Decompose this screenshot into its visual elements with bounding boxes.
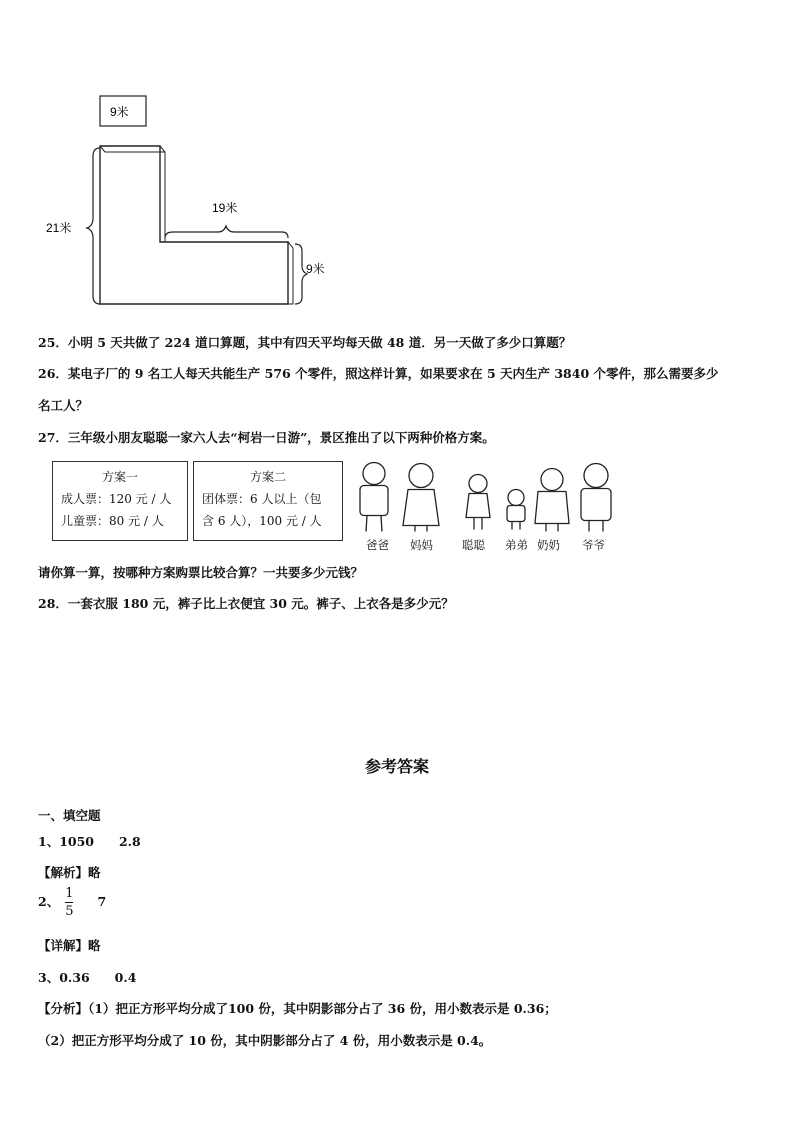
inner-width-label: 19米 bbox=[212, 201, 238, 215]
answer-3-note2: （2）把正方形平均分成了 10 份，其中阴影部分占了 4 份，用小数表示是 0.4。 bbox=[38, 1033, 492, 1048]
answer-3-note1: 【分析】（1）把正方形平均分成了100 份，其中阴影部分占了 36 份，用小数表示是 0.36； bbox=[38, 1001, 557, 1016]
right-height-label: 9米 bbox=[306, 262, 325, 276]
fraction-denominator: 5 bbox=[65, 904, 74, 919]
l-shape-edge bbox=[100, 146, 293, 304]
label-grandpa: 爷爷 bbox=[582, 538, 605, 552]
label-dad: 爸爸 bbox=[366, 538, 389, 552]
label-congcong: 聪聪 bbox=[462, 538, 485, 552]
dad-figure bbox=[360, 463, 388, 532]
mom-figure bbox=[403, 464, 439, 532]
plan-one-adult: 成人票：120 元 / 人 bbox=[61, 492, 172, 506]
label-brother: 弟弟 bbox=[505, 538, 528, 552]
l-shape-outline bbox=[100, 146, 288, 304]
grandpa-figure bbox=[581, 464, 611, 532]
question-28: 28．一套衣服 180 元，裤子比上衣便宜 30 元。裤子、上衣各是多少元？ bbox=[38, 596, 454, 611]
answer-2 bbox=[38, 886, 106, 919]
question-27: 27．三年级小朋友聪聪一家六人去“柯岩一日游”，景区推出了以下两种价格方案。 bbox=[38, 430, 495, 445]
fraction-numerator: 1 bbox=[65, 886, 74, 901]
section-fill-blank: 一、填空题 bbox=[38, 808, 101, 823]
left-height-label: 21米 bbox=[46, 221, 72, 235]
plan-two-line2: 含 6 人），100 元 / 人 bbox=[202, 514, 322, 528]
answer-3: 3、0.36 0.4 bbox=[38, 970, 137, 985]
question-26-line2: 名工人？ bbox=[38, 398, 89, 413]
answers-title: 参考答案 bbox=[364, 757, 429, 776]
question-25: 25．小明 5 天共做了 224 道口算题，其中有四天平均每天做 48 道．另一天做了多少口算题？ bbox=[38, 335, 572, 350]
label-grandma: 奶奶 bbox=[537, 538, 560, 552]
plan-one-child: 儿童票：80 元 / 人 bbox=[61, 514, 164, 528]
answer-2-prefix: 2、 bbox=[38, 894, 60, 909]
question-27-follow: 请你算一算，按哪种方案购票比较合算？一共要多少元钱？ bbox=[38, 565, 364, 580]
grandma-figure bbox=[535, 469, 569, 532]
inner-width-brace bbox=[165, 226, 288, 238]
question-26-line1: 26．某电子厂的 9 名工人每天共能生产 576 个零件，照这样计算，如果要求在 5 天内生产 3840 个零件，那么需要多少 bbox=[38, 366, 719, 381]
answer-2-fraction bbox=[65, 886, 73, 919]
top-width-label: 9米 bbox=[110, 105, 129, 119]
congcong-figure bbox=[466, 475, 490, 530]
plan-two-title: 方案二 bbox=[249, 470, 286, 484]
plan-two-box bbox=[193, 461, 343, 541]
l-shape-figure bbox=[38, 88, 308, 313]
left-height-brace bbox=[87, 148, 100, 304]
brother-figure bbox=[507, 490, 525, 530]
plan-one-title: 方案一 bbox=[101, 470, 138, 484]
plan-one-box bbox=[52, 461, 188, 541]
answer-2-rest: 7 bbox=[97, 894, 107, 909]
label-mom: 妈妈 bbox=[410, 538, 433, 552]
answer-1-note: 【解析】略 bbox=[38, 865, 101, 880]
plan-two-line1: 团体票：6 人以上（包 bbox=[202, 492, 322, 506]
answer-1: 1、1050 2.8 bbox=[38, 834, 141, 849]
answer-2-note: 【详解】略 bbox=[38, 938, 101, 953]
